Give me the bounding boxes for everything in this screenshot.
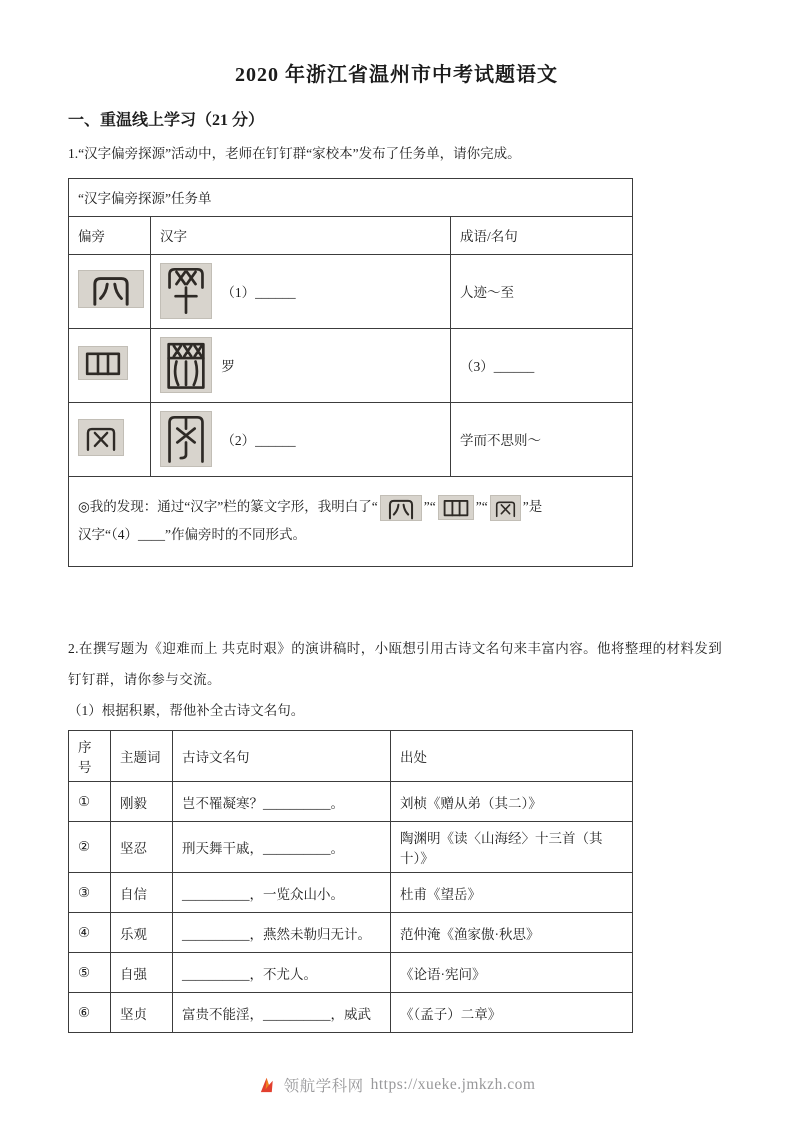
- table-caption-row: [69, 178, 633, 216]
- col-header-idiom: 成语/名句: [451, 216, 633, 254]
- watermark-footer: [0, 1074, 793, 1096]
- question-2-text: 2.在撰写题为《迎难而上 共克时艰》的演讲稿时，小瓯想引用古诗文名句来丰富内容。他将整理的材料发到钉钉群，请你参与交流。: [68, 640, 723, 688]
- discovery-text-part1: ◎我的发现：通过“汉字”栏的篆文字形，我明白了“: [78, 498, 378, 514]
- cell-no: ①: [69, 782, 111, 822]
- seal-radical-b-icon: [78, 346, 128, 380]
- radical-image-cell: [69, 402, 151, 476]
- table-row: [69, 782, 633, 822]
- question-2-part1-label: （1）根据积累，帮他补全古诗文名句。: [68, 703, 305, 719]
- cell-theme: 坚贞: [111, 993, 173, 1033]
- question-1-text: 1.“汉字偏旁探源”活动中，老师在钉钉群“家校本”发布了任务单，请你完成。: [68, 146, 521, 161]
- hanzi-cell: [151, 328, 451, 402]
- table-row: [69, 822, 633, 873]
- discovery-quote-sep: ”“: [475, 498, 488, 514]
- section-1-heading: 一、重温线上学习（21 分）: [68, 112, 265, 129]
- cell-source: 《（孟子）二章》: [391, 993, 633, 1033]
- cell-verse: 刑天舞干戚，__________。: [173, 822, 391, 873]
- cell-no: ②: [69, 822, 111, 873]
- col-header-verse: 古诗文名句: [173, 731, 391, 782]
- cell-no: ④: [69, 913, 111, 953]
- cell-theme: 乐观: [111, 913, 173, 953]
- cell-source: 刘桢《赠从弟（其二）》: [391, 782, 633, 822]
- table-row: [69, 913, 633, 953]
- seal-radical-c-icon: [78, 419, 124, 456]
- xueke-logo-icon: [258, 1076, 277, 1095]
- discovery-text-part2: 汉字“（4）____”作偏旁时的不同形式。: [78, 527, 306, 543]
- hanzi-blank-label: 罗: [221, 359, 235, 375]
- cell-no: ⑥: [69, 993, 111, 1033]
- table-caption: “汉字偏旁探源”任务单: [69, 178, 633, 216]
- site-url: https://xueke.jmkzh.com: [370, 1076, 536, 1093]
- col-header-no: 序号: [69, 731, 111, 782]
- hanzi-cell: [151, 402, 451, 476]
- seal-radical-c-icon: [490, 495, 521, 521]
- discovery-text-end1: ”是: [522, 498, 543, 514]
- seal-hanzi-wang-icon: [160, 411, 212, 467]
- cell-theme: 坚忍: [111, 822, 173, 873]
- hanzi-blank-label: （2）______: [221, 433, 296, 449]
- seal-radical-b-icon: [438, 495, 474, 520]
- discovery-cell: [69, 476, 633, 566]
- cell-theme: 自信: [111, 873, 173, 913]
- table-row: [69, 953, 633, 993]
- verse-table: [68, 730, 633, 1033]
- seal-hanzi-luo-icon: [160, 337, 212, 393]
- cell-verse: __________，一览众山小。: [173, 873, 391, 913]
- radical-task-table: [68, 178, 633, 567]
- idiom-cell: （3）______: [451, 328, 633, 402]
- cell-theme: 自强: [111, 953, 173, 993]
- table-row: [69, 993, 633, 1033]
- cell-theme: 刚毅: [111, 782, 173, 822]
- hanzi-blank-label: （1）______: [221, 285, 296, 301]
- table-header-row: [69, 216, 633, 254]
- cell-source: 陶渊明《读〈山海经〉十三首（其十）》: [391, 822, 633, 873]
- col-header-hanzi: 汉字: [151, 216, 451, 254]
- table-row: [69, 402, 633, 476]
- seal-radical-a-icon: [380, 495, 422, 521]
- cell-source: 《论语·宪问》: [391, 953, 633, 993]
- table-row: [69, 254, 633, 328]
- table-row: [69, 873, 633, 913]
- seal-hanzi-han-icon: [160, 263, 212, 319]
- radical-image-cell: [69, 254, 151, 328]
- verse-table-header-row: [69, 731, 633, 782]
- discovery-quote-sep: ”“: [423, 498, 436, 514]
- col-header-theme: 主题词: [111, 731, 173, 782]
- cell-verse: __________，不尤人。: [173, 953, 391, 993]
- hanzi-cell: [151, 254, 451, 328]
- cell-source: 范仲淹《渔家傲·秋思》: [391, 913, 633, 953]
- cell-no: ⑤: [69, 953, 111, 993]
- col-header-source: 出处: [391, 731, 633, 782]
- page-title: 2020 年浙江省温州市中考试题语文: [235, 64, 558, 86]
- cell-verse: 富贵不能淫，__________，威武: [173, 993, 391, 1033]
- cell-source: 杜甫《望岳》: [391, 873, 633, 913]
- cell-verse: __________，燕然未勒归无计。: [173, 913, 391, 953]
- idiom-cell: 人迹～至: [451, 254, 633, 328]
- site-name: 领航学科网: [283, 1078, 364, 1095]
- radical-image-cell: [69, 328, 151, 402]
- cell-no: ③: [69, 873, 111, 913]
- idiom-cell: 学而不思则～: [451, 402, 633, 476]
- cell-verse: 岂不罹凝寒？__________。: [173, 782, 391, 822]
- table-row: [69, 328, 633, 402]
- col-header-radical: 偏旁: [69, 216, 151, 254]
- seal-radical-a-icon: [78, 270, 144, 308]
- discovery-row: [69, 476, 633, 566]
